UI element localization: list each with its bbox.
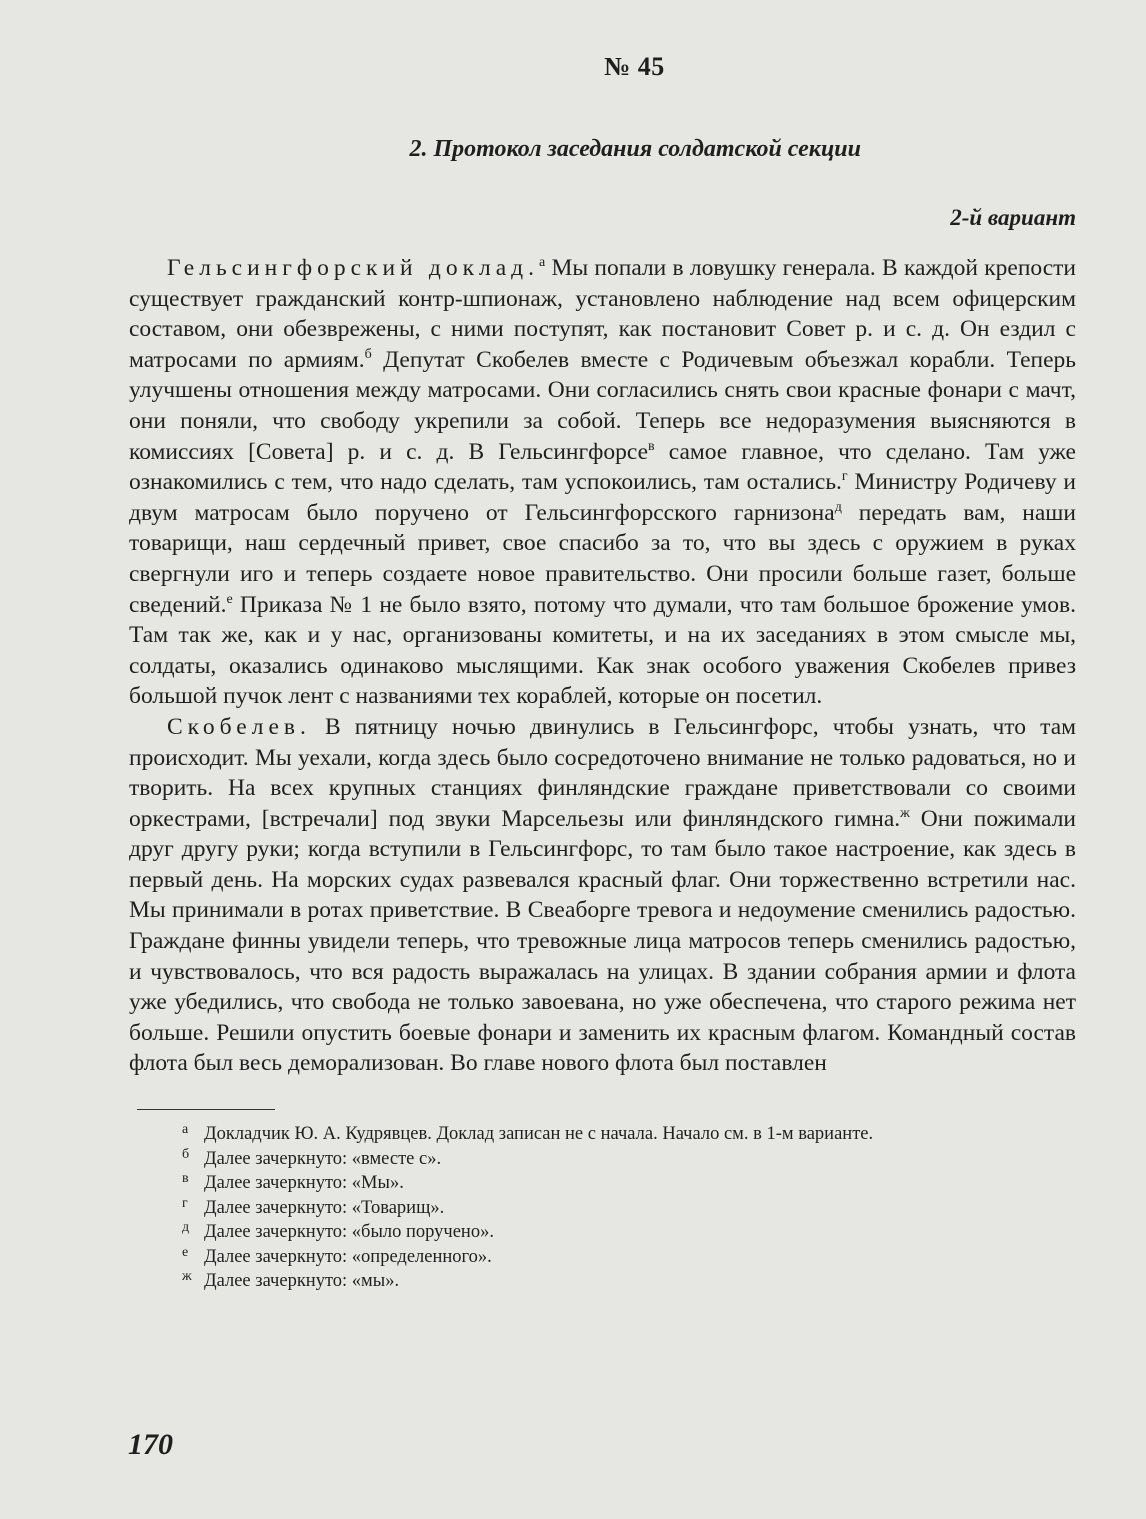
footnote-ref-zh: ж	[900, 805, 910, 821]
paragraph-text: передать вам, наши товарищи, наш сердечный привет, свое спасибо за то, что вы здесь с оружием в руках свергнули иго и теперь создаете новое правительство. Они просили больше газет, больше сведений.	[129, 499, 1076, 618]
paragraph-text: Мы попали в ловушку генерала. В каждой крепости существует гражданский контр-шпионаж, установлено наблюдение над всем офицерским составом, они обезврежены, с ними поступят, как постановит Совет р. и с. д. Он ездил с матросами по армиям.	[129, 255, 1077, 373]
paragraph-text: Приказа № 1 не было взято, потому что думали, что там большое брожение умов. Там так же, как и у нас, организованы комитеты, и на их заседаниях в этом смысле мы, солдаты, оказались одинаково мыслящими. Как знак особого уважения Скобелев привез большой пучок лент с названиями тех кораблей, которые он посетил.	[129, 591, 1076, 710]
document-number: № 45	[604, 52, 665, 81]
variant-label: 2-й вариант	[950, 205, 1076, 230]
footnote-item	[129, 1194, 1076, 1219]
footnote-item	[129, 1243, 1076, 1268]
paragraph-text: самое главное, что сделано. Там уже ознакомились с тем, что надо сделать, там успокоились, там остались.	[129, 438, 1076, 496]
footnote-item	[129, 1218, 1076, 1243]
footnote-ref-b: б	[364, 346, 372, 362]
footnote-text: Далее зачеркнуто: «было поручено».	[204, 1222, 494, 1243]
footnote-mark: а	[182, 1122, 189, 1138]
page-number: 170	[128, 1428, 173, 1461]
footnote-item	[129, 1169, 1076, 1194]
footnote-text: Далее зачеркнуто: «Товарищ».	[204, 1197, 445, 1218]
paragraph-text: Депутат Скобелев вместе с Родичевым объезжал корабли. Теперь улучшены отношения между матросами. Они согласились снять свои красные фонари с мачт, они поняли, что свободу укрепили за собой. Теперь все недоразумения выясняются в комиссиях [Совета] р. и с. д. В Гельсингфорсе	[129, 346, 1076, 465]
paragraph-text: Они пожимали друг другу руки; когда вступили в Гельсингфорс, то там было такое настроение, как здесь в первый день. На морских судах развевался красный флаг. Они торжественно встретили нас. Мы принимали в ротах приветствие. В Свеаборге тревога и недоумение сменились радостью. Граждане финны увидели теперь, что тревожные лица матросов теперь сменились радостью, и чувствовалось, что вся радость выражалась на улицах. В здании собрания армии и флота уже убедились, что свобода не только завоевана, но уже обеспечена, что старого режима нет больше. Решили опустить боевые фонари и заменить их красным флагом. Командный состав флота был весь деморализован. Во главе нового флота был поставлен	[129, 805, 1076, 1077]
footnote-ref-d: д	[834, 499, 842, 515]
footnote-ref-g: г	[841, 469, 848, 485]
document-title: 2. Протокол заседания солдатской секции	[409, 136, 861, 162]
footnote-mark: ж	[182, 1269, 192, 1285]
footnote-mark: г	[182, 1195, 188, 1211]
footnote-text: Далее зачеркнуто: «определенного».	[204, 1246, 492, 1267]
footnote-mark: б	[182, 1146, 190, 1162]
footnote-mark: е	[182, 1244, 189, 1260]
footnote-ref-e: е	[226, 591, 233, 607]
paragraph-skobelev	[129, 712, 1076, 1079]
footnote-ref-a: а	[539, 255, 546, 270]
paragraph-text: В пятницу ночью двинулись в Гельсингфорс, чтобы узнать, что там происходит. Мы уехали, когда здесь было сосредоточено внимание не только радоваться, но и творить. На всех крупных станциях финляндские граждане приветствовали со своими оркестрами, [встречали] под звуки Марсельезы или финляндского гимна.	[129, 713, 1076, 832]
footnotes	[129, 1120, 1076, 1292]
footnote-item	[129, 1120, 1076, 1145]
paragraph-helsingfors-report	[129, 253, 1076, 712]
footnote-item	[129, 1267, 1076, 1292]
footnote-text: Далее зачеркнуто: «Мы».	[204, 1173, 404, 1194]
paragraph-text: Министру Родичеву и двум матросам было поручено от Гельсингфорсского гарнизона	[129, 469, 1077, 526]
speaker-label: Гельсингфорский доклад.	[167, 255, 539, 281]
footnote-text: Далее зачеркнуто: «вместе с».	[204, 1148, 442, 1169]
footnote-mark: в	[182, 1171, 189, 1187]
speaker-label: Скобелев.	[167, 713, 311, 740]
footnote-text: Докладчик Ю. А. Кудрявцев. Доклад записан не с начала. Начало см. в 1-м варианте.	[204, 1124, 874, 1145]
footnote-mark: д	[182, 1220, 190, 1236]
footnote-divider	[137, 1109, 275, 1110]
footnote-item	[129, 1145, 1076, 1170]
footnote-text: Далее зачеркнуто: «мы».	[204, 1271, 400, 1292]
footnote-ref-v: в	[648, 438, 655, 454]
